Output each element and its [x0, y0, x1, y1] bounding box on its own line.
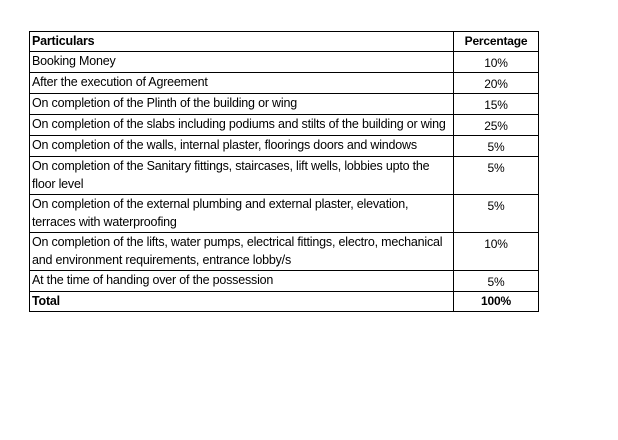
total-label: Total [30, 292, 454, 312]
row-percentage: 10% [454, 52, 539, 73]
row-particulars: On completion of the external plumbing and external plaster, elevation, terraces with waterproofing [30, 195, 454, 233]
row-percentage: 25% [454, 115, 539, 136]
row-particulars: On completion of the walls, internal plaster, floorings doors and windows [30, 136, 454, 157]
row-percentage: 10% [454, 233, 539, 271]
header-percentage: Percentage [454, 32, 539, 52]
row-particulars: At the time of handing over of the possession [30, 271, 454, 292]
table-row [30, 136, 539, 157]
table-header-row [30, 32, 539, 52]
row-particulars: Booking Money [30, 52, 454, 73]
table-row [30, 52, 539, 73]
header-particulars: Particulars [30, 32, 454, 52]
row-particulars: After the execution of Agreement [30, 73, 454, 94]
row-particulars: On completion of the Sanitary fittings, staircases, lift wells, lobbies upto the floor level [30, 157, 454, 195]
table-row [30, 157, 539, 195]
row-percentage: 15% [454, 94, 539, 115]
row-particulars: On completion of the Plinth of the building or wing [30, 94, 454, 115]
table-row [30, 233, 539, 271]
table-row [30, 195, 539, 233]
table-row [30, 271, 539, 292]
row-percentage: 20% [454, 73, 539, 94]
row-percentage: 5% [454, 271, 539, 292]
table-row [30, 94, 539, 115]
total-percentage: 100% [454, 292, 539, 312]
payment-schedule-table [29, 31, 539, 312]
table-row [30, 115, 539, 136]
table-row [30, 73, 539, 94]
table-total-row [30, 292, 539, 312]
row-percentage: 5% [454, 195, 539, 233]
row-particulars: On completion of the slabs including podiums and stilts of the building or wing [30, 115, 454, 136]
row-percentage: 5% [454, 136, 539, 157]
row-particulars: On completion of the lifts, water pumps, electrical fittings, electro, mechanical and environment requirements, entrance lobby/s [30, 233, 454, 271]
row-percentage: 5% [454, 157, 539, 195]
